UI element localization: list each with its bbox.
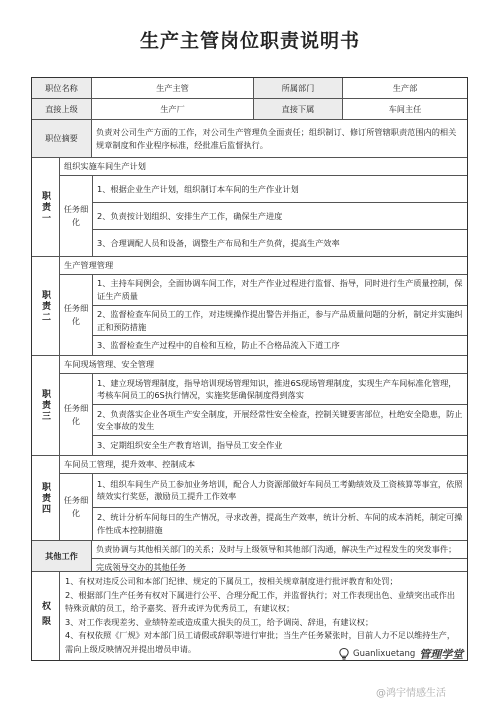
authority-line: 4、有权依照《厂规》对本部门员工请假或辞职等进行审批；当生产任务紧张时，目前人力不足以维持生产，需向上级反映情况并提出增员申请。 — [65, 630, 456, 654]
duty-item: 2、统计分析车间每日的生产情况，寻求改善，提高生产效率，统计分析、车间的成本消耗，制定可操作性成本控制措施 — [97, 512, 463, 535]
duty-item: 2、监督检查车间员工的工作，对违规操作提出警告并指正，参与产品质量问题的分析，制定并实施纠正和预防措施 — [93, 306, 467, 337]
task-detail-label: 任务细化 — [60, 474, 93, 540]
dept-label: 所属部门 — [254, 78, 343, 98]
duty-label: 职责三 — [40, 389, 50, 422]
duty-head: 车间员工管理，提升效率、控制成本 — [60, 456, 467, 474]
duty-label: 职责二 — [40, 289, 50, 323]
brand-footer — [339, 646, 463, 662]
duty-block-3 — [32, 356, 467, 456]
duty-item: 1、建立现场管理制度，指导培训现场管理知识，推进6S现场管理制度，实现生产车间标准化管理，考核车间员工的6S执行情况，实施奖惩确保制度得到落实 — [93, 374, 467, 405]
task-detail-label: 任务细化 — [60, 275, 93, 355]
authority-line: 1、有权对违反公司和本部门纪律、规定的下属员工，按相关规章制度进行批评教育和处罚； — [65, 576, 398, 586]
duty-item: 3、定期组织安全生产教育培训，指导员工安全作业 — [97, 440, 283, 451]
duty-item: 2、负责按计划组织、安排生产工作，确保生产进度 — [93, 203, 467, 230]
subordinate-value: 车间主任 — [388, 103, 422, 114]
duty-item: 3、合理调配人员和设备，调整生产布局和生产负荷，提高生产效率 — [97, 237, 340, 248]
duty-item: 3、监督检查生产过程中的自检和互检，防止不合格品流入下道工序 — [97, 340, 340, 351]
subordinate-label: 直接下属 — [254, 99, 343, 119]
dept-value: 生产部 — [392, 82, 418, 93]
duty-item: 1、根据企业生产计划，组织制订本车间的生产作业计划 — [93, 176, 467, 203]
duty-block-4 — [32, 456, 467, 541]
authority-line: 2、根据部门生产任务有权对下属进行公平、合理分配工作，并监督执行；对工作表现出色、业绩突出或作出特殊贡献的员工，给予嘉奖、晋升或评为优秀员工，有建议权； — [65, 589, 456, 614]
position-value: 生产主管 — [92, 78, 254, 98]
summary-label: 职位摘要 — [32, 120, 92, 157]
row-superior — [32, 99, 467, 120]
brand-name-cn: 管理学堂 — [419, 648, 464, 661]
duty-label: 职责一 — [40, 190, 50, 224]
duty-head: 车间现场管理、安全管理 — [60, 356, 467, 374]
other-work-label: 其他工作 — [32, 541, 92, 571]
duty-head: 组织实施车间生产计划 — [60, 158, 467, 176]
other-work-line: 完成领导交办的其他任务 — [96, 562, 187, 572]
lightbulb-icon — [339, 648, 349, 660]
superior-value: 生产厂 — [92, 99, 254, 119]
task-detail-label: 任务细化 — [60, 176, 93, 256]
duty-item: 2、负责落实企业各项生产安全制度，开展经常性安全检查，控制关键要害部位，杜绝安全隐患，防止安全事故的发生 — [93, 405, 467, 436]
authority-label: 权限 — [40, 601, 50, 631]
duty-item: 1、组织车间生产员工参加业务培训，配合人力资源部做好车间员工考勤绩效及工资核算等事宜，依照绩效实行奖惩，激励员工提升工作效率 — [93, 474, 467, 508]
summary-value: 负责对公司生产方面的工作，对公司生产管理负全面责任；组织制订、修订所管辖职责范围内的相关规章制度和作业程序标准，经批准后监督执行。 — [96, 126, 457, 150]
page-title: 生产主管岗位职责说明书 — [139, 30, 360, 52]
authority-line: 3、对工作表现差劣、业绩特差或造成重大损失的员工，给予调岗、辞退，有建议权； — [65, 616, 374, 627]
position-label: 职位名称 — [32, 78, 92, 98]
job-description-table — [31, 77, 468, 661]
row-summary — [32, 120, 467, 158]
duty-head: 生产管理管理 — [60, 257, 467, 275]
brand-name: Guanlixuetang — [353, 649, 416, 659]
row-other-work — [32, 541, 467, 572]
other-work-line: 负责协调与其他相关部门的关系；及时与上级领导和其他部门沟通，解决生产过程发生的突发事件； — [92, 541, 467, 559]
duty-item: 1、主持车间例会，全面协调车间工作，对生产作业过程进行监督、指导，同时进行生产质量控制，保证生产质量 — [93, 275, 467, 306]
superior-label: 直接上级 — [32, 99, 92, 119]
duty-block-2 — [32, 257, 467, 356]
watermark: @鸿宇情感生活 — [376, 688, 446, 699]
duty-label: 职责四 — [40, 481, 50, 515]
task-detail-label: 任务细化 — [60, 374, 93, 455]
duty-block-1 — [32, 158, 467, 257]
row-position — [32, 78, 467, 99]
